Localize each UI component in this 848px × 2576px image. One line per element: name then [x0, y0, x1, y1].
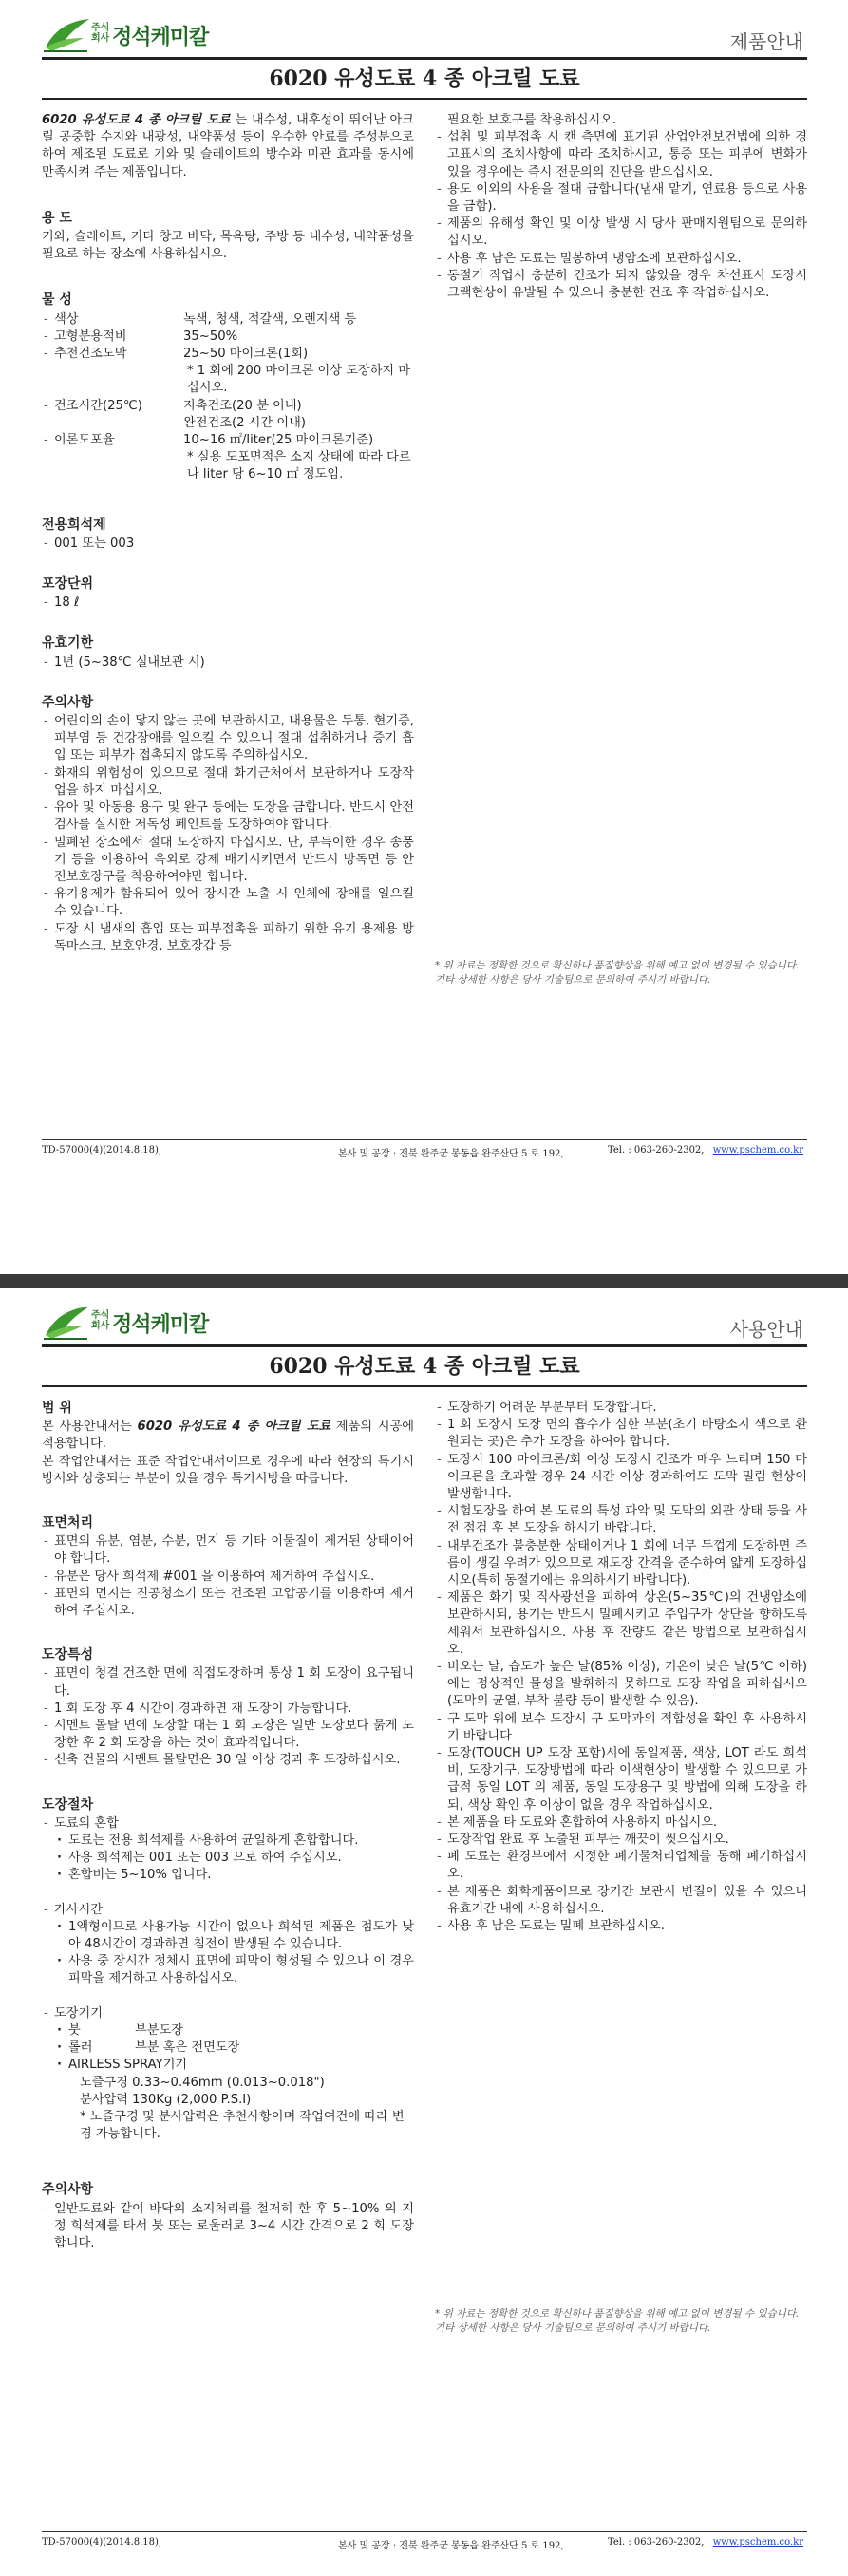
airless-details — [42, 2075, 414, 2144]
page-title: 6020 유성도료 4 종 아크릴 도료 — [269, 1354, 580, 1379]
airless-label: · AIRLESS SPRAY기기 — [42, 2057, 414, 2074]
property-row — [42, 432, 414, 484]
caution-item: - 사용 후 남은 도료는 밀폐 보관하십시오. — [435, 1918, 807, 1935]
caution-item: - 섭취 및 피부접촉 시 캔 측면에 표기된 산업안전보건법에 의한 경고표시의 조치사항에 따라 조치하시고, 통증 또는 피부에 변화가 있을 경우에는 즉시 전문의의 진단을 받으십시오. — [435, 129, 807, 181]
company-name: 정석케미칼 — [112, 26, 209, 49]
surface-item: - 표면의 유분, 염분, 수분, 먼지 등 기타 이물질이 제거된 상태이어야 합니다. — [42, 1533, 414, 1568]
property-value-line: 25~50 마이크론(1회) — [183, 347, 309, 362]
surface-heading: 표면처리 — [42, 1515, 94, 1532]
caution-item: - 도장시 100 마이크론/회 이상 도장시 건조가 매우 느리며 150 마이크론을 초과할 경우 24 시간 이상 경과하여도 도막 밀림 현상이 발생합니다. — [435, 1452, 807, 1504]
tool-name: · 붓 — [68, 2022, 81, 2038]
property-value-line: 지촉건조(20 분 이내) — [183, 398, 302, 413]
footer-rule — [42, 1139, 807, 1140]
company-logo — [42, 15, 270, 55]
caution-item: - 도장(TOUCH UP 도장 포함)시에 동일제품, 색상, LOT 라도 희석비, 도장기구, 도장방법에 따라 이색현상이 발생할 수 있으므로 가급적 동일 LOT 의 제품, 동일 도장용구 및 방법에 의해 도장을 하되, 색상 확인 후 이상이 없을 경우 작업하십시오. — [435, 1745, 807, 1814]
company-tel: Tel. : 063-260-2302, — [608, 2537, 705, 2548]
logo-small-text: 주식 회사 — [91, 23, 110, 44]
property-value-line: 10~16 ㎡/liter(25 마이크론기준) — [183, 433, 374, 448]
title-rule — [42, 98, 807, 100]
property-value — [183, 432, 414, 484]
shelf-text: - 1년 (5~38℃ 실내보관 시) — [42, 654, 414, 671]
pot-item: · 1액형이므로 사용가능 시간이 없으나 희석된 제품은 점도가 낮아 48시간이 경과하면 침전이 발생될 수 있습니다. — [42, 1919, 414, 1953]
tool-title: - 도장기기 — [42, 2005, 414, 2022]
caution-item: - 구 도막 위에 보수 도장시 구 도막과의 적합성을 확인 후 사용하시기 바랍니다 — [435, 1711, 807, 1745]
mix-item: · 혼합비는 5~10% 입니다. — [42, 1867, 414, 1884]
doc-code: TD-57000(4)(2014.8.18), — [42, 2537, 162, 2548]
tool-item — [42, 2040, 414, 2057]
feature-item: - 1 회 도장 후 4 시간이 경과하면 재 도장이 가능합니다. — [42, 1701, 414, 1718]
property-value-line: * 실용 도포면적은 소지 상태에 따라 다르나 liter 당 6~10 ㎡ 정도임. — [187, 450, 411, 482]
feature-item: - 시멘트 몰탈 면에 도장할 때는 1 회 도장은 일반 도장보다 묽게 도장한 후 2 회 도장을 하는 것이 효과적입니다. — [42, 1718, 414, 1752]
feature-item: - 신축 건물의 시멘트 몰탈면은 30 일 이상 경과 후 도장하십시오. — [42, 1752, 414, 1769]
feature-item: - 표면이 청결 건조한 면에 직접도장하며 통상 1 회 도장이 요구됩니다. — [42, 1665, 414, 1700]
page-header — [42, 13, 807, 57]
caution-list-left — [42, 713, 414, 955]
property-value-line: * 1 회에 200 마이크론 이상 도장하지 마십시오. — [187, 364, 411, 396]
caution-item: - 어린이의 손이 닿지 않는 곳에 보관하시고, 내용물은 두통, 현기증, 피부염 등 건강장애를 일으킬 수 있으니 절대 섭취하거나 증기 흡입 또는 피부가 접촉되지 않도록 주의하십시오. — [42, 713, 414, 765]
scope-paragraph-1: 본 사용안내서는 6020 유성도료 4 종 아크릴 도료 제품의 시공에 적용합니다. — [42, 1420, 414, 1452]
surface-item: - 표면의 먼지는 진공청소기 또는 건조된 고압공기를 이용하여 제거하여 주십시오. — [42, 1586, 414, 1620]
caution-item: - 동절기 작업시 충분히 건조가 되지 않았을 경우 차선표시 도장시 크랙현상이 유발될 수 있으니 충분한 건조 후 작업하십시오. — [435, 268, 807, 302]
caution-heading: 주의사항 — [42, 694, 94, 710]
company-website-link[interactable]: www.pschem.co.kr — [712, 1145, 803, 1156]
logo-small-text: 주식 회사 — [91, 1310, 110, 1331]
procedure-heading: 도장절차 — [42, 1796, 94, 1813]
company-website-link[interactable]: www.pschem.co.kr — [712, 2537, 803, 2548]
caution-item: - 일반도료와 같이 바닥의 소지처리를 철저히 한 후 5~10% 의 지정 희석제를 타서 붓 또는 로울러로 3~4 시간 간격으로 2 회 도장합니다. — [42, 2201, 414, 2253]
pot-item: · 사용 중 장시간 정체시 표면에 피막이 형성될 수 있으나 이 경우 피막을 제거하고 사용하십시오. — [42, 1953, 414, 1987]
pot-title: - 가사시간 — [42, 1902, 414, 1919]
leaf-logo-icon — [42, 1303, 91, 1343]
right-column — [435, 112, 807, 302]
caution-item: - 본 제품을 타 도료와 혼합하여 사용하지 마십시오. — [435, 1814, 807, 1832]
property-label: - 추천건조도막 — [42, 346, 183, 398]
caution-item: - 사용 후 남은 도료는 밀봉하여 냉암소에 보관하십시오. — [435, 251, 807, 268]
caution-item: - 제품의 유해성 확인 및 이상 발생 시 당사 판매지원팀으로 문의하십시오. — [435, 216, 807, 250]
company-logo — [42, 1303, 270, 1343]
property-row — [42, 398, 414, 432]
caution-item: - 용도 이외의 사용을 절대 금합니다(냄새 맡기, 연료용 등으로 사용을 금함). — [435, 181, 807, 216]
property-value-line: 녹색, 청색, 적갈색, 오렌지색 등 — [183, 311, 357, 327]
right-column — [435, 1400, 807, 1935]
usage-heading: 용 도 — [42, 210, 72, 226]
props-heading: 물 성 — [42, 292, 72, 309]
disclaimer-note: * 위 자료는 정확한 것으로 확신하나 품질향상을 위해 예고 없이 변경될 수 있습니다. 기타 상세한 사항은 당사 기술팀으로 문의하여 주시기 바랍니다. — [435, 2308, 800, 2334]
page-product-info — [0, 0, 848, 1234]
title-rule — [42, 1385, 807, 1387]
pot-list — [42, 1919, 414, 1988]
caution-item: - 시험도장을 하여 본 도료의 특성 파악 및 도막의 외관 상태 등을 사전 점검 후 본 도장을 하시기 바랍니다. — [435, 1503, 807, 1537]
property-value — [183, 398, 414, 432]
caution-list-left — [42, 2201, 414, 2253]
company-tel: Tel. : 063-260-2302, — [608, 1145, 705, 1156]
airless-line: * 노즐구경 및 분사압력은 추천사항이며 작업여건에 따라 변경 가능합니다. — [80, 2109, 405, 2142]
caution-item: - 폐 도료는 환경부에서 지정한 폐기물처리업체를 통해 폐기하십시오. — [435, 1849, 807, 1883]
property-value — [183, 346, 414, 398]
tool-use: 부분도장 — [135, 2022, 183, 2038]
page-footer — [42, 1145, 807, 1160]
page-header — [42, 1301, 807, 1344]
scope-heading: 범 위 — [42, 1401, 72, 1416]
pack-text: - 18 ℓ — [42, 594, 414, 611]
caution-item: - 비오는 날, 습도가 높은 날(85% 이상), 기온이 낮은 날(5℃ 이하)에는 정상적인 물성을 발휘하지 못하므로 도장 작업을 피하십시오(도막의 균열, 부착 불량 등이 발생할 수 있음). — [435, 1659, 807, 1711]
property-value-line: 35~50% — [183, 329, 238, 344]
property-label: - 건조시간(25℃) — [42, 398, 183, 432]
mix-item: · 도료는 전용 희석제를 사용하여 균일하게 혼합합니다. — [42, 1833, 414, 1850]
airless-line: 분사압력 130Kg (2,000 P.S.I) — [80, 2092, 252, 2107]
property-value — [183, 329, 414, 346]
page-title: 6020 유성도료 4 종 아크릴 도료 — [269, 66, 580, 91]
mix-item: · 사용 희석제는 001 또는 003 으로 하여 주십시오. — [42, 1850, 414, 1867]
header-label: 제품안내 — [729, 30, 803, 53]
company-name: 정석케미칼 — [112, 1313, 209, 1337]
thinner-text: - 001 또는 003 — [42, 536, 414, 553]
tool-list — [42, 2022, 414, 2057]
property-value — [183, 311, 414, 329]
caution-item: - 화재의 위험성이 있으므로 절대 화기근처에서 보관하거나 도장작업을 하지 마십시오. — [42, 765, 414, 799]
feature-list — [42, 1665, 414, 1769]
shelf-heading: 유효기한 — [42, 635, 94, 651]
caution-item: - 1 회 도장시 도장 면의 흡수가 심한 부분(초기 바탕소지 색으로 환원되는 곳)은 추가 도장을 하여야 합니다. — [435, 1417, 807, 1451]
caution-item: - 내부건조가 불충분한 상태이거나 1 회에 너무 두껍게 도장하면 주름이 생길 우려가 있으므로 재도장 간격을 준수하여 얇게 도장하십시오(특히 동절기에는 유의하시기 바랍니다). — [435, 1538, 807, 1590]
feature-heading: 도장특성 — [42, 1647, 94, 1664]
pack-heading: 포장단위 — [42, 576, 94, 592]
page-usage-guide — [0, 1288, 848, 2551]
caution-item: - 본 제품은 화학제품이므로 장기간 보관시 변질이 있을 수 있으니 유효기간 내에 사용하십시오. — [435, 1884, 807, 1918]
intro-paragraph: 6020 유성도료 4 종 아크릴 도료 는 내수성, 내후성이 뛰어난 아크릴 공중합 수지와 내광성, 내약품성 등이 우수한 안료를 주성분으로 하여 제조된 도료로 기와 및 슬레이트의 방수와 미관 효과를 동시에 만족시켜 주는 제품입니다. — [42, 113, 414, 179]
surface-item: - 유분은 당사 희석제 #001 을 이용하여 제거하여 주십시오. — [42, 1569, 414, 1586]
caution-item: - 도장하기 어려운 부분부터 도장합니다. — [435, 1400, 807, 1417]
caution-item: - 밀폐된 장소에서 절대 도장하지 마십시오. 단, 부득이한 경우 송풍기 등을 이용하여 옥외로 강제 배기시키면서 반드시 방독면 등 안전보호장구를 착용하여야만 합니다. — [42, 835, 414, 887]
company-address: 본사 및 공장 : 전북 완주군 봉동읍 완주산단 5 로 192, — [338, 2541, 564, 2551]
caution-item: - 유기용제가 함유되어 있어 장시간 노출 시 인체에 장애를 일으킬 수 있습니다. — [42, 886, 414, 920]
caution-continued: 필요한 보호구를 착용하십시오. — [447, 113, 617, 127]
property-label: - 이론도포율 — [42, 432, 183, 484]
property-row — [42, 311, 414, 329]
left-column — [42, 1400, 414, 2252]
caution-item: - 제품은 화기 및 직사광선을 피하여 상온(5~35℃)의 건냉암소에 보관하시되, 용기는 반드시 밀폐시키고 주입구가 상단을 향하도록 세워서 보관하십시오. 사용 후 잔량도 같은 방법으로 보관하십시오. — [435, 1589, 807, 1659]
property-row — [42, 329, 414, 346]
scope-paragraph-2: 본 작업안내서는 표준 작업안내서이므로 경우에 따라 현장의 특기시방서와 상충되는 부분이 있을 경우 특기시방을 따릅니다. — [42, 1454, 414, 1486]
footer-rule — [42, 2531, 807, 2532]
tool-item — [42, 2022, 414, 2040]
page-separator — [0, 1234, 848, 1288]
property-value-line: 완전건조(2 시간 이내) — [183, 415, 306, 430]
property-row — [42, 346, 414, 398]
tool-use: 부분 혹은 전면도장 — [135, 2040, 240, 2056]
caution-item: - 도장 시 냄새의 흡입 또는 피부접촉을 피하기 위한 유기 용제용 방독마스크, 보호안경, 보호장갑 등 — [42, 921, 414, 955]
disclaimer-note: * 위 자료는 정확한 것으로 확신하나 품질향상을 위해 예고 없이 변경될 수 있습니다. 기타 상세한 사항은 당사 기술팀으로 문의하여 주시기 바랍니다. — [435, 960, 800, 986]
props-list — [42, 311, 414, 484]
caution-list-right — [435, 129, 807, 302]
property-label: - 고형분용적비 — [42, 329, 183, 346]
mix-title: - 도료의 혼합 — [42, 1815, 414, 1833]
property-label: - 색상 — [42, 311, 183, 329]
caution-item: - 도장작업 완료 후 노출된 피부는 깨끗이 씻으십시오. — [435, 1832, 807, 1849]
caution-heading: 주의사항 — [42, 2182, 94, 2198]
airless-line: 노즐구경 0.33~0.46mm (0.013~0.018") — [80, 2075, 325, 2090]
thinner-heading: 전용희석제 — [42, 517, 106, 533]
usage-text: 기와, 슬레이트, 기타 창고 바닥, 목욕탕, 주방 등 내수성, 내약품성을 필요로 하는 장소에 사용하십시오. — [42, 230, 414, 262]
leaf-logo-icon — [42, 15, 91, 55]
doc-code: TD-57000(4)(2014.8.18), — [42, 1145, 162, 1156]
tool-name: · 롤러 — [68, 2040, 93, 2056]
company-address: 본사 및 공장 : 전북 완주군 봉동읍 완주산단 5 로 192, — [338, 1149, 564, 1159]
caution-item: - 유아 및 아동용 용구 및 완구 등에는 도장을 금합니다. 반드시 안전검사를 실시한 저독성 페인트를 도장하여야 합니다. — [42, 799, 414, 834]
mix-list — [42, 1833, 414, 1885]
page-footer — [42, 2537, 807, 2552]
surface-list — [42, 1533, 414, 1620]
header-label: 사용안내 — [729, 1318, 803, 1341]
caution-list-right — [435, 1400, 807, 1935]
left-column — [42, 112, 414, 955]
